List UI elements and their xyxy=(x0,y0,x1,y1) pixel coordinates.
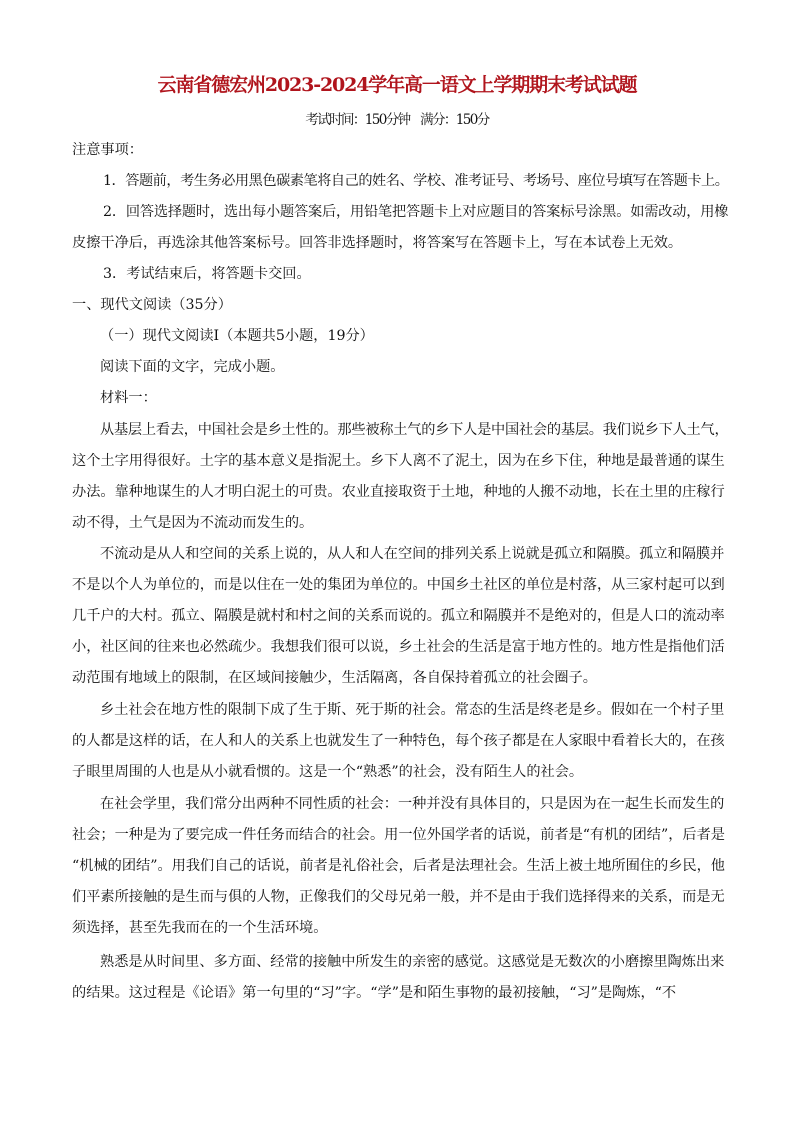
passage-line: 子眼里周围的人也是从小就看惯的。这是一个“熟悉”的社会，没有陌生人的社会。 xyxy=(72,764,584,780)
passage-line: 动不得，土气是因为不流动而发生的。 xyxy=(72,515,314,531)
exam-title: 云南省德宏州2023-2024学年高一语文上学期期末考试试题 xyxy=(157,74,637,96)
notice-item-3: 3．考试结束后，将答题卡交回。 xyxy=(103,266,311,282)
passage-line: 社会；一种是为了要完成一件任务而结合的社会。用一位外国学者的话说，前者是“有机的团结”，后者是 xyxy=(72,827,725,843)
reading-instruction: 阅读下面的文字，完成小题。 xyxy=(100,359,285,375)
passage-line: 小，社区间的往来也必然疏少。我想我们很可以说，乡土社会的生活是富于地方性的。地方性是指他们活 xyxy=(72,639,725,655)
notice-heading: 注意事项： xyxy=(72,142,143,158)
subsection-heading: （一）现代文阅读Ⅰ（本题共5小题，19分） xyxy=(100,328,374,344)
passage-line: 熟悉是从时间里、多方面、经常的接触中所发生的亲密的感觉。这感觉是无数次的小磨擦里陶炼出来 xyxy=(100,954,725,970)
passage-line: “机械的团结”。用我们自己的话说，前者是礼俗社会，后者是法理社会。生活上被土地所囿住的乡民，他 xyxy=(72,858,725,874)
passage-line: 的结果。这过程是《论语》第一句里的“习”字。“学”是和陌生事物的最初接触，“习”是陶炼，“不 xyxy=(72,985,677,1001)
section-heading: 一、现代文阅读（35分） xyxy=(72,297,232,313)
passage-line: 不流动是从人和空间的关系上说的，从人和人在空间的排列关系上说就是孤立和隔膜。孤立和隔膜并 xyxy=(100,546,725,562)
notice-item-2-line-1: 2．回答选择题时，选出每小题答案后，用铅笔把答题卡上对应题目的答案标号涂黑。如需改动，用橡 xyxy=(103,204,729,220)
passage-line: 们平素所接触的是生而与俱的人物，正像我们的父母兄弟一般，并不是由于我们选择得来的关系，而是无 xyxy=(72,889,725,905)
material-label: 材料一： xyxy=(100,390,157,406)
passage-line: 在社会学里，我们常分出两种不同性质的社会：一种并没有具体目的，只是因为在一起生长而发生的 xyxy=(100,796,725,812)
passage-line: 动范围有地域上的限制，在区域间接触少，生活隔离，各自保持着孤立的社会圈子。 xyxy=(72,670,597,686)
passage-line: 几千户的大村。孤立、隔膜是就村和村之间的关系而说的。孤立和隔膜并不是绝对的，但是人口的流动率 xyxy=(72,608,725,624)
passage-line: 办法。靠种地谋生的人才明白泥土的可贵。农业直接取资于土地，种地的人搬不动地，长在土里的庄稼行 xyxy=(72,484,725,500)
passage-line: 从基层上看去，中国社会是乡土性的。那些被称土气的乡下人是中国社会的基层。我们说乡下人土气， xyxy=(100,422,729,438)
passage-line: 这个土字用得很好。土字的基本意义是指泥土。乡下人离不了泥土，因为在乡下住，种地是最普通的谋生 xyxy=(72,453,725,469)
notice-item-2-line-2: 皮擦干净后，再选涂其他答案标号。回答非选择题时，将答案写在答题卡上，写在本试卷上无效。 xyxy=(72,235,683,251)
passage-line: 的人都是这样的话，在人和人的关系上也就发生了一种特色，每个孩子都是在人家眼中看着长大的，在孩 xyxy=(72,733,725,749)
exam-info: 考试时间：150分钟 满分：150分 xyxy=(305,112,489,128)
passage-line: 乡土社会在地方性的限制下成了生于斯、死于斯的社会。常态的生活是终老是乡。假如在一个村子里 xyxy=(100,702,725,718)
notice-item-1: 1．答题前，考生务必用黑色碳素笔将自己的姓名、学校、准考证号、考场号、座位号填写在答题卡上。 xyxy=(103,173,729,189)
passage-line: 须选择，甚至先我而在的一个生活环境。 xyxy=(72,920,328,936)
passage-line: 不是以个人为单位的，而是以住在一处的集团为单位的。中国乡土社区的单位是村落，从三家村起可以到 xyxy=(72,577,725,593)
